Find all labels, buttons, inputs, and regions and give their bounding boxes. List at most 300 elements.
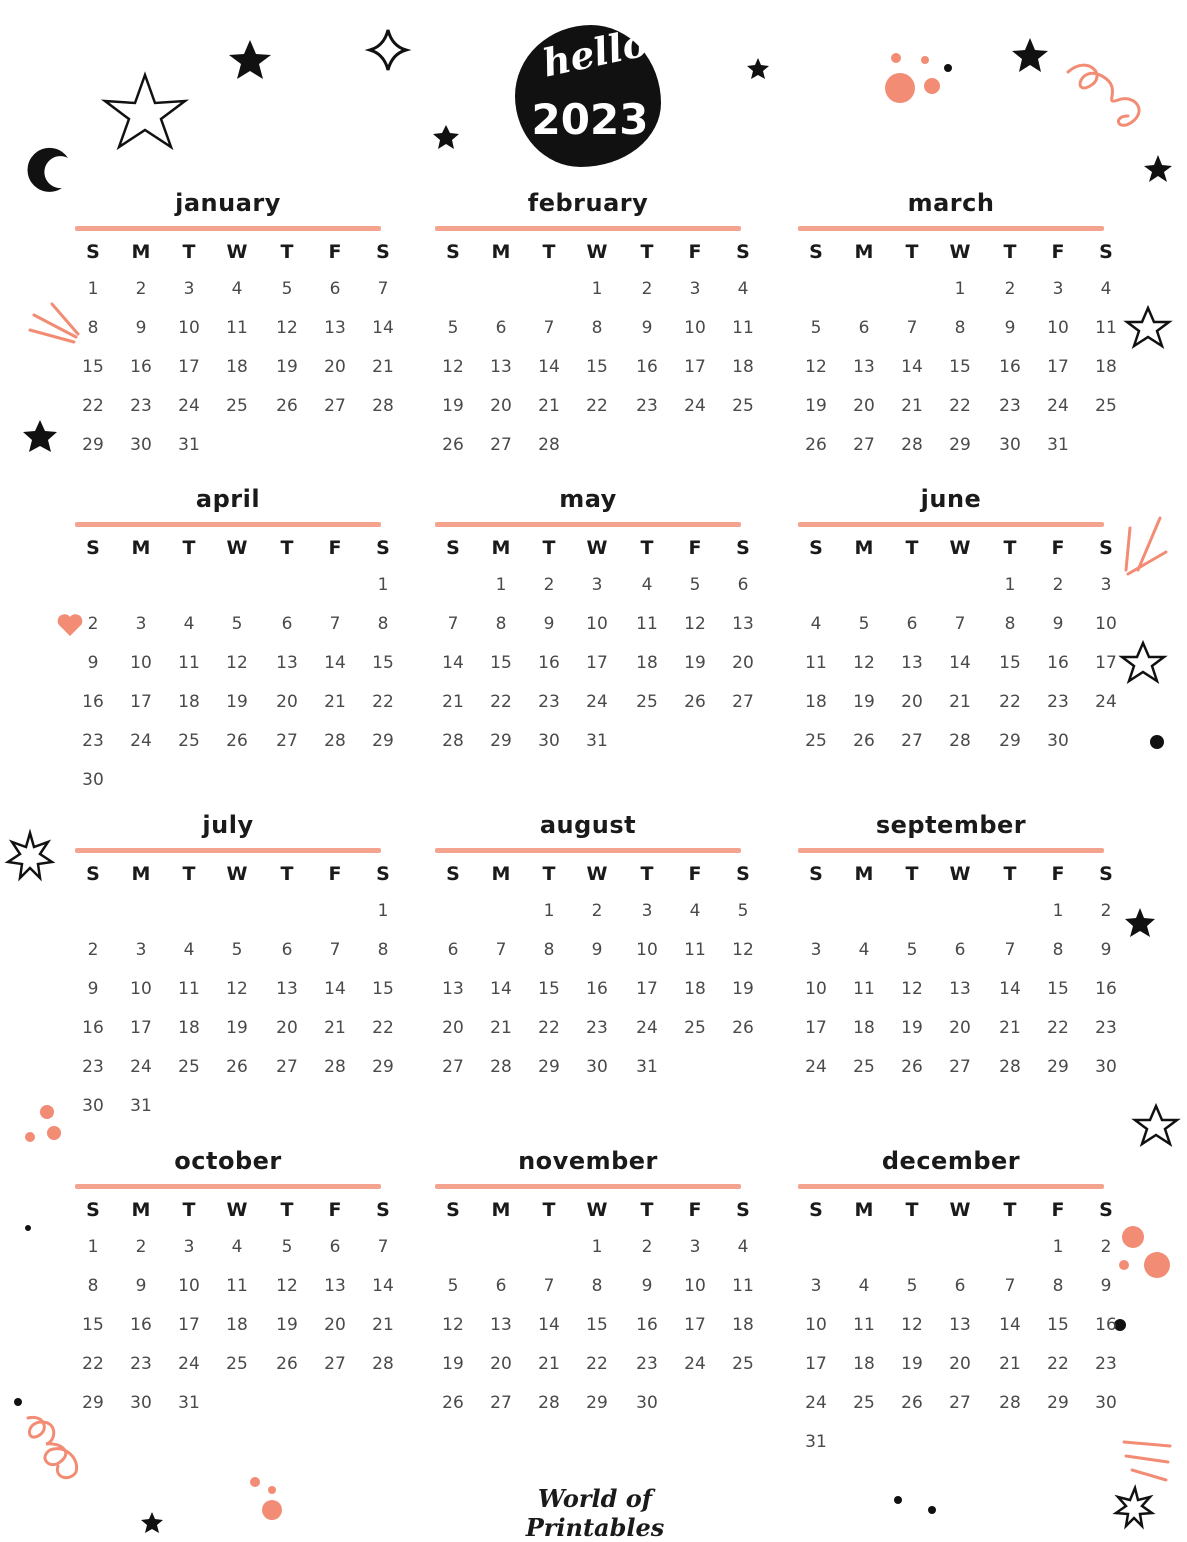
day-cell: 29 [949, 435, 971, 455]
weekday-header: S [86, 241, 100, 263]
weekday-header: S [446, 1199, 460, 1221]
day-cell: 24 [586, 692, 608, 712]
day-cell: 28 [999, 1057, 1021, 1077]
dot-icon [891, 53, 901, 63]
dot-icon [47, 1126, 61, 1140]
day-cell: 22 [82, 1354, 104, 1374]
day-cell: 29 [82, 435, 104, 455]
day-cell: 12 [276, 318, 298, 338]
day-cell: 21 [901, 396, 923, 416]
day-cell: 11 [732, 318, 754, 338]
month-title: april [195, 485, 261, 513]
day-cell: 4 [1100, 279, 1112, 299]
day-cell: 8 [87, 1276, 99, 1296]
weekday-header: F [688, 537, 702, 559]
day-cell: 2 [591, 901, 603, 921]
day-cell: 20 [324, 1315, 346, 1335]
day-cell: 15 [1047, 979, 1069, 999]
day-cell: 12 [732, 940, 754, 960]
day-cell: 5 [281, 279, 293, 299]
day-cell: 4 [641, 575, 653, 595]
logo-year-text: 2023 [531, 95, 649, 144]
day-cell: 12 [805, 357, 827, 377]
weekday-header: S [809, 241, 823, 263]
day-cell: 21 [538, 1354, 560, 1374]
day-cell: 30 [999, 435, 1021, 455]
day-cell: 13 [442, 979, 464, 999]
month-divider [75, 848, 381, 853]
day-cell: 4 [183, 614, 195, 634]
star-icon [1144, 155, 1172, 182]
day-cell: 23 [82, 731, 104, 751]
dot-icon [1150, 735, 1164, 749]
day-cell: 17 [684, 357, 706, 377]
day-cell: 26 [853, 731, 875, 751]
weekday-header: T [542, 241, 556, 263]
weekday-header: W [226, 1199, 248, 1221]
weekday-header: T [280, 1199, 294, 1221]
day-cell: 11 [684, 940, 706, 960]
day-cell: 8 [1052, 1276, 1064, 1296]
day-cell: 28 [372, 1354, 394, 1374]
weekday-header: S [809, 537, 823, 559]
dot-icon [894, 1496, 902, 1504]
day-cell: 21 [490, 1018, 512, 1038]
month-title: september [875, 811, 1027, 839]
day-cell: 26 [684, 692, 706, 712]
day-cell: 4 [183, 940, 195, 960]
weekday-header: M [131, 241, 151, 263]
day-cell: 13 [324, 318, 346, 338]
dot-icon [14, 1398, 22, 1406]
day-cell: 14 [490, 979, 512, 999]
weekday-header: T [182, 241, 196, 263]
day-cell: 13 [853, 357, 875, 377]
day-cell: 20 [276, 692, 298, 712]
day-cell: 20 [949, 1354, 971, 1374]
day-cell: 4 [689, 901, 701, 921]
weekday-header: W [586, 863, 608, 885]
day-cell: 19 [226, 692, 248, 712]
day-cell: 19 [732, 979, 754, 999]
day-cell: 8 [1052, 940, 1064, 960]
weekday-header: M [491, 1199, 511, 1221]
day-cell: 18 [732, 1315, 754, 1335]
day-cell: 9 [1052, 614, 1064, 634]
day-cell: 16 [636, 1315, 658, 1335]
day-cell: 20 [324, 357, 346, 377]
weekday-header: M [491, 537, 511, 559]
day-cell: 24 [178, 396, 200, 416]
day-cell: 12 [901, 1315, 923, 1335]
day-cell: 1 [377, 575, 389, 595]
month-october [75, 1146, 394, 1413]
weekday-header: S [446, 241, 460, 263]
weekday-header: F [688, 1199, 702, 1221]
day-cell: 26 [732, 1018, 754, 1038]
weekday-header: M [854, 1199, 874, 1221]
day-cell: 30 [538, 731, 560, 751]
day-cell: 7 [447, 614, 459, 634]
weekday-header: F [688, 863, 702, 885]
month-title: may [559, 485, 617, 513]
day-cell: 23 [538, 692, 560, 712]
dot-icon [885, 73, 915, 103]
starburst-icon [8, 833, 52, 878]
weekday-header: T [905, 537, 919, 559]
day-cell: 15 [949, 357, 971, 377]
weekday-header: S [86, 863, 100, 885]
day-cell: 17 [130, 692, 152, 712]
day-cell: 3 [689, 1237, 701, 1257]
weekday-header: S [376, 537, 390, 559]
month-june [798, 484, 1117, 751]
day-cell: 30 [586, 1057, 608, 1077]
day-cell: 24 [805, 1057, 827, 1077]
day-cell: 27 [732, 692, 754, 712]
day-cell: 31 [178, 1393, 200, 1413]
day-cell: 5 [447, 318, 459, 338]
day-cell: 12 [276, 1276, 298, 1296]
day-cell: 5 [447, 1276, 459, 1296]
day-cell: 9 [543, 614, 555, 634]
day-cell: 6 [858, 318, 870, 338]
outline-star-icon [1127, 308, 1169, 346]
day-cell: 9 [1100, 1276, 1112, 1296]
weekday-header: S [446, 537, 460, 559]
day-cell: 7 [377, 1237, 389, 1257]
day-cell: 29 [999, 731, 1021, 751]
day-cell: 31 [805, 1432, 827, 1452]
day-cell: 3 [810, 940, 822, 960]
weekday-header: M [491, 863, 511, 885]
star-icon [141, 1512, 163, 1533]
weekday-header: W [586, 537, 608, 559]
day-cell: 6 [329, 1237, 341, 1257]
month-divider [798, 848, 1104, 853]
month-september [798, 810, 1117, 1077]
day-cell: 5 [737, 901, 749, 921]
day-cell: 10 [130, 979, 152, 999]
day-cell: 16 [82, 1018, 104, 1038]
weekday-header: T [1003, 863, 1017, 885]
day-cell: 25 [226, 396, 248, 416]
swirl-icon [1068, 65, 1139, 125]
weekday-header: M [854, 537, 874, 559]
day-cell: 2 [1100, 1237, 1112, 1257]
day-cell: 17 [684, 1315, 706, 1335]
weekday-header: T [182, 537, 196, 559]
day-cell: 25 [805, 731, 827, 751]
weekday-header: M [854, 241, 874, 263]
day-cell: 26 [442, 435, 464, 455]
weekday-header: S [1099, 537, 1113, 559]
weekday-header: F [1051, 1199, 1065, 1221]
day-cell: 12 [442, 1315, 464, 1335]
day-cell: 18 [853, 1018, 875, 1038]
day-cell: 25 [226, 1354, 248, 1374]
day-cell: 16 [586, 979, 608, 999]
day-cell: 6 [954, 1276, 966, 1296]
sparkle-icon [370, 30, 406, 70]
day-cell: 26 [901, 1057, 923, 1077]
day-cell: 28 [490, 1057, 512, 1077]
day-cell: 21 [999, 1018, 1021, 1038]
weekday-header: W [949, 537, 971, 559]
day-cell: 22 [999, 692, 1021, 712]
day-cell: 2 [87, 614, 99, 634]
day-cell: 14 [538, 357, 560, 377]
day-cell: 7 [543, 318, 555, 338]
month-divider [75, 522, 381, 527]
month-title: august [539, 811, 637, 839]
month-may [435, 484, 754, 751]
day-cell: 28 [372, 396, 394, 416]
day-cell: 1 [87, 279, 99, 299]
day-cell: 14 [949, 653, 971, 673]
day-cell: 5 [231, 940, 243, 960]
star-icon [747, 58, 769, 79]
day-cell: 23 [1095, 1018, 1117, 1038]
day-cell: 18 [684, 979, 706, 999]
weekday-header: W [949, 863, 971, 885]
day-cell: 30 [82, 1096, 104, 1116]
day-cell: 31 [586, 731, 608, 751]
weekday-header: S [376, 1199, 390, 1221]
moon-icon [27, 148, 68, 192]
day-cell: 24 [1095, 692, 1117, 712]
dot-icon [924, 78, 940, 94]
weekday-header: T [1003, 1199, 1017, 1221]
day-cell: 15 [82, 357, 104, 377]
weekday-header: F [1051, 863, 1065, 885]
day-cell: 19 [901, 1354, 923, 1374]
month-divider [798, 522, 1104, 527]
month-title: march [907, 189, 995, 217]
day-cell: 13 [276, 979, 298, 999]
outline-star-icon [1122, 643, 1164, 681]
weekday-header: T [542, 537, 556, 559]
weekday-header: F [688, 241, 702, 263]
day-cell: 17 [1095, 653, 1117, 673]
day-cell: 3 [810, 1276, 822, 1296]
day-cell: 6 [329, 279, 341, 299]
day-cell: 7 [1004, 1276, 1016, 1296]
day-cell: 18 [1095, 357, 1117, 377]
day-cell: 1 [1004, 575, 1016, 595]
day-cell: 19 [853, 692, 875, 712]
weekday-header: W [226, 241, 248, 263]
day-cell: 7 [906, 318, 918, 338]
day-cell: 10 [636, 940, 658, 960]
day-cell: 9 [87, 653, 99, 673]
weekday-header: W [226, 537, 248, 559]
day-cell: 23 [999, 396, 1021, 416]
day-cell: 7 [543, 1276, 555, 1296]
month-divider [435, 848, 741, 853]
day-cell: 27 [490, 435, 512, 455]
day-cell: 19 [442, 1354, 464, 1374]
month-divider [798, 226, 1104, 231]
day-cell: 10 [130, 653, 152, 673]
weekday-header: T [280, 241, 294, 263]
dot-icon [25, 1225, 31, 1231]
weekday-header: T [280, 863, 294, 885]
weekday-header: F [1051, 537, 1065, 559]
day-cell: 6 [281, 614, 293, 634]
day-cell: 26 [276, 396, 298, 416]
day-cell: 15 [372, 653, 394, 673]
day-cell: 28 [901, 435, 923, 455]
day-cell: 3 [689, 279, 701, 299]
outline-star-icon [105, 75, 185, 147]
footer-brand: World of Printables [525, 1484, 665, 1542]
day-cell: 3 [1100, 575, 1112, 595]
day-cell: 2 [641, 1237, 653, 1257]
day-cell: 21 [949, 692, 971, 712]
day-cell: 24 [1047, 396, 1069, 416]
day-cell: 17 [805, 1354, 827, 1374]
day-cell: 29 [82, 1393, 104, 1413]
day-cell: 30 [1095, 1393, 1117, 1413]
dot-icon [25, 1132, 35, 1142]
weekday-header: W [586, 241, 608, 263]
weekday-header: M [491, 241, 511, 263]
dot-icon [921, 56, 929, 64]
day-cell: 16 [1095, 1315, 1117, 1335]
day-cell: 22 [372, 692, 394, 712]
weekday-header: M [854, 863, 874, 885]
day-cell: 29 [490, 731, 512, 751]
day-cell: 31 [636, 1057, 658, 1077]
day-cell: 16 [130, 1315, 152, 1335]
day-cell: 1 [87, 1237, 99, 1257]
day-cell: 22 [538, 1018, 560, 1038]
day-cell: 21 [372, 357, 394, 377]
month-divider [435, 1184, 741, 1189]
day-cell: 19 [805, 396, 827, 416]
day-cell: 18 [805, 692, 827, 712]
day-cell: 13 [732, 614, 754, 634]
day-cell: 30 [130, 435, 152, 455]
dot-icon [1144, 1252, 1170, 1278]
month-title: june [920, 485, 982, 513]
day-cell: 20 [901, 692, 923, 712]
month-november [435, 1146, 754, 1413]
month-title: november [518, 1147, 658, 1175]
day-cell: 1 [591, 279, 603, 299]
burst-lines-icon [1124, 1442, 1170, 1480]
weekday-header: F [328, 1199, 342, 1221]
day-cell: 4 [737, 1237, 749, 1257]
day-cell: 18 [732, 357, 754, 377]
day-cell: 17 [1047, 357, 1069, 377]
day-cell: 4 [810, 614, 822, 634]
day-cell: 15 [82, 1315, 104, 1335]
day-cell: 11 [853, 1315, 875, 1335]
day-cell: 18 [178, 692, 200, 712]
day-cell: 15 [999, 653, 1021, 673]
month-title: january [175, 189, 281, 217]
day-cell: 20 [732, 653, 754, 673]
day-cell: 27 [324, 396, 346, 416]
day-cell: 16 [636, 357, 658, 377]
weekday-header: S [86, 537, 100, 559]
day-cell: 30 [1047, 731, 1069, 751]
day-cell: 25 [178, 731, 200, 751]
day-cell: 3 [135, 940, 147, 960]
weekday-header: S [809, 863, 823, 885]
weekday-header: W [949, 1199, 971, 1221]
day-cell: 17 [636, 979, 658, 999]
weekday-header: S [736, 537, 750, 559]
day-cell: 13 [490, 1315, 512, 1335]
weekday-header: M [131, 863, 151, 885]
day-cell: 8 [377, 614, 389, 634]
day-cell: 2 [1052, 575, 1064, 595]
day-cell: 13 [949, 1315, 971, 1335]
day-cell: 24 [130, 731, 152, 751]
day-cell: 5 [689, 575, 701, 595]
day-cell: 18 [636, 653, 658, 673]
day-cell: 11 [732, 1276, 754, 1296]
day-cell: 29 [586, 1393, 608, 1413]
month-february [435, 188, 754, 455]
day-cell: 15 [586, 1315, 608, 1335]
month-divider [798, 1184, 1104, 1189]
day-cell: 5 [906, 1276, 918, 1296]
day-cell: 14 [901, 357, 923, 377]
weekday-header: F [328, 863, 342, 885]
day-cell: 12 [226, 653, 248, 673]
day-cell: 27 [324, 1354, 346, 1374]
day-cell: 25 [853, 1393, 875, 1413]
day-cell: 21 [999, 1354, 1021, 1374]
weekday-header: T [1003, 241, 1017, 263]
month-title: december [881, 1147, 1021, 1175]
weekday-header: S [736, 863, 750, 885]
day-cell: 28 [999, 1393, 1021, 1413]
day-cell: 21 [324, 1018, 346, 1038]
logo-hello-text: hello [538, 19, 652, 86]
weekday-header: S [376, 863, 390, 885]
day-cell: 27 [949, 1057, 971, 1077]
weekday-header: F [1051, 241, 1065, 263]
day-cell: 31 [178, 435, 200, 455]
day-cell: 11 [226, 1276, 248, 1296]
day-cell: 3 [591, 575, 603, 595]
day-cell: 23 [130, 1354, 152, 1374]
weekday-header: S [1099, 863, 1113, 885]
day-cell: 31 [130, 1096, 152, 1116]
day-cell: 15 [586, 357, 608, 377]
day-cell: 30 [1095, 1057, 1117, 1077]
day-cell: 22 [1047, 1018, 1069, 1038]
day-cell: 18 [178, 1018, 200, 1038]
day-cell: 9 [135, 318, 147, 338]
day-cell: 4 [231, 1237, 243, 1257]
weekday-header: M [131, 537, 151, 559]
weekday-header: S [809, 1199, 823, 1221]
day-cell: 24 [130, 1057, 152, 1077]
day-cell: 16 [538, 653, 560, 673]
day-cell: 7 [954, 614, 966, 634]
day-cell: 6 [906, 614, 918, 634]
day-cell: 28 [538, 435, 560, 455]
day-cell: 9 [1100, 940, 1112, 960]
weekday-header: M [131, 1199, 151, 1221]
weekday-header: T [905, 863, 919, 885]
